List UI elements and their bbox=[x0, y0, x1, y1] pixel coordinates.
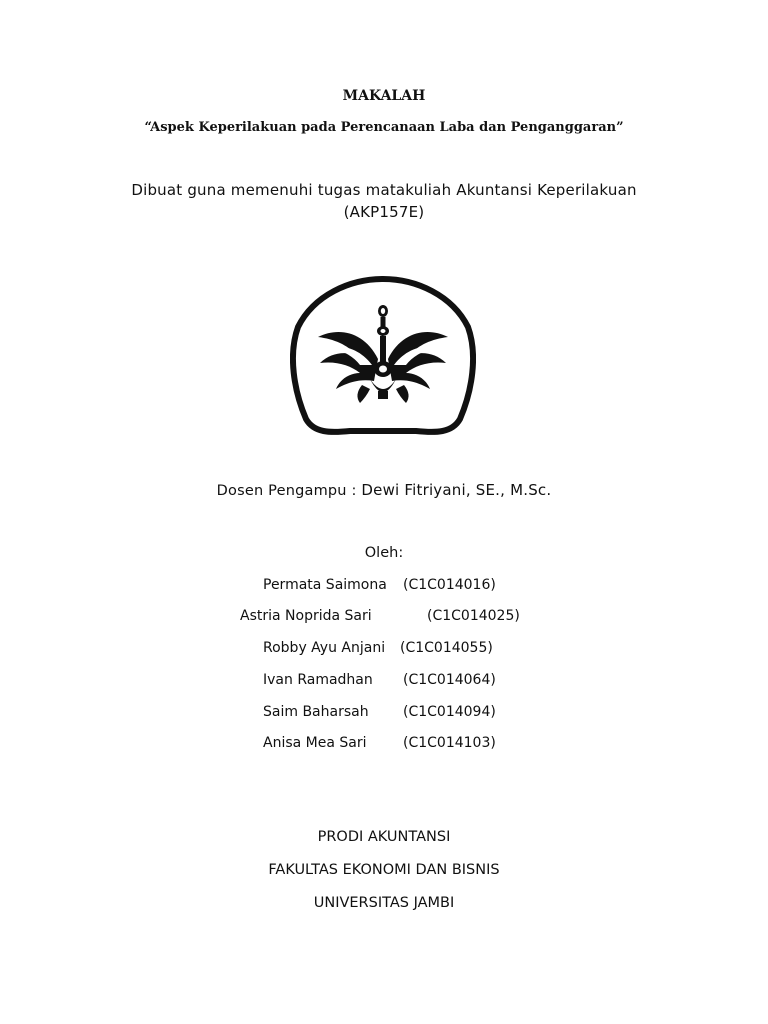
member-name: Anisa Mea Sari bbox=[263, 735, 367, 751]
member-name: Saim Baharsah bbox=[263, 704, 369, 720]
member-id: (C1C014055) bbox=[400, 640, 493, 656]
member-name: Robby Ayu Anjani bbox=[263, 640, 386, 656]
member-name: Astria Noprida Sari bbox=[240, 608, 372, 624]
member-id: (C1C014025) bbox=[427, 608, 520, 624]
faculty-name: FAKULTAS EKONOMI DAN BISNIS bbox=[268, 862, 500, 878]
member-id: (C1C014064) bbox=[403, 672, 496, 688]
purpose-line-2: (AKP157E) bbox=[343, 203, 425, 221]
purpose-line-1: Dibuat guna memenuhi tugas matakuliah Akuntansi Keperilakuan bbox=[131, 181, 637, 199]
lecturer-name: Dewi Fitriyani, SE., M.Sc. bbox=[361, 481, 552, 499]
member-name: Permata Saimona bbox=[263, 577, 387, 593]
member-row bbox=[240, 608, 540, 628]
lecturer-line bbox=[0, 481, 768, 499]
university-emblem-icon bbox=[290, 273, 476, 437]
member-row bbox=[263, 672, 523, 692]
authors-label: Oleh: bbox=[364, 545, 404, 561]
member-row bbox=[263, 640, 523, 660]
member-id: (C1C014103) bbox=[403, 735, 496, 751]
member-row bbox=[263, 735, 523, 755]
member-name: Ivan Ramadhan bbox=[263, 672, 373, 688]
member-row bbox=[263, 577, 523, 597]
university-name: UNIVERSITAS JAMBI bbox=[313, 895, 455, 911]
lecturer-label: Dosen Pengampu : bbox=[216, 483, 357, 499]
member-id: (C1C014016) bbox=[403, 577, 496, 593]
member-id: (C1C014094) bbox=[403, 704, 496, 720]
member-row bbox=[263, 704, 523, 724]
study-program: PRODI AKUNTANSI bbox=[317, 829, 451, 845]
document-title: “Aspek Keperilakuan pada Perencanaan Laba dan Penganggaran” bbox=[144, 120, 624, 135]
document-type-label: MAKALAH bbox=[342, 88, 426, 104]
